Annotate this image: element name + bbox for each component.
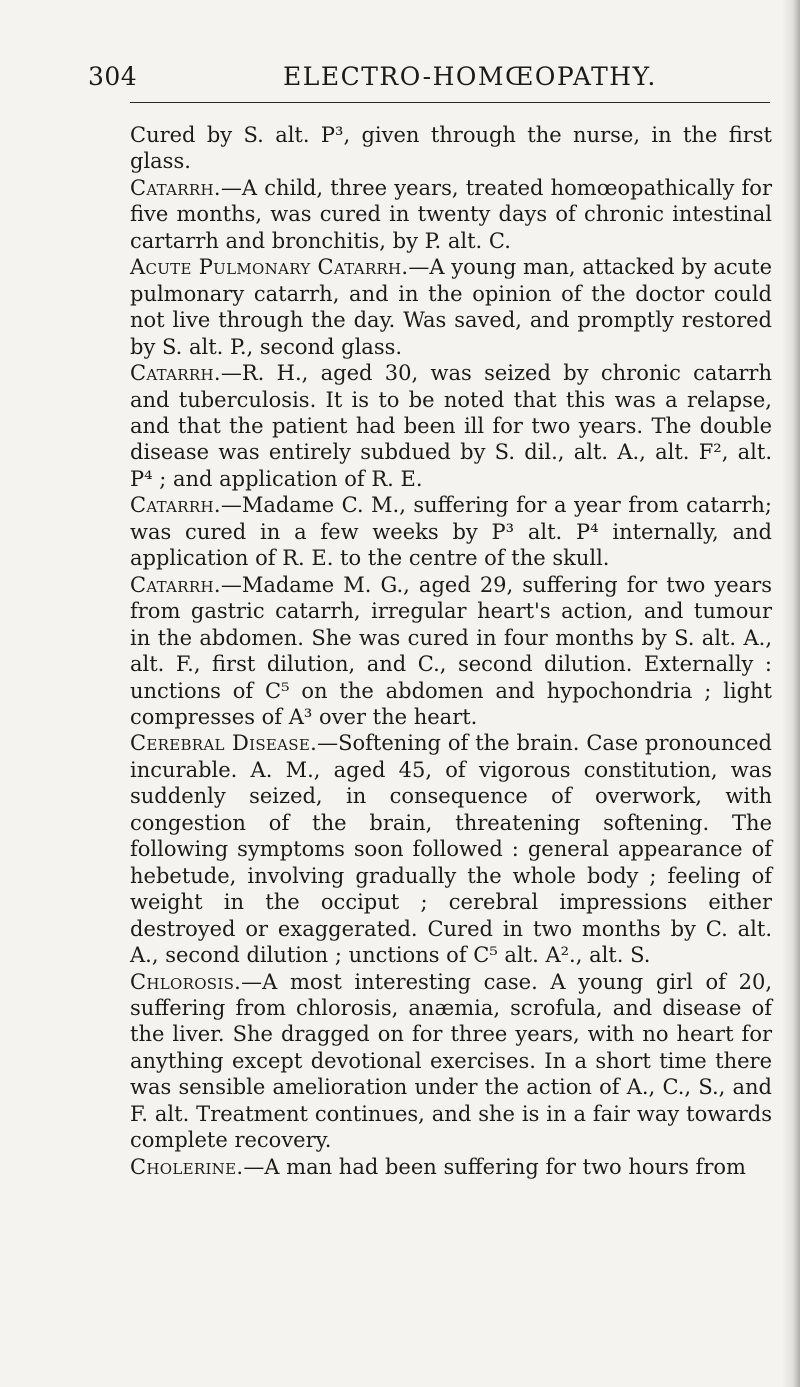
page-number: 304 xyxy=(88,62,138,91)
paragraph-text: —A most interesting case. A young girl of 20, suffering from chlorosis, anæmia, scrofula, and disease of the liver. She dragged on for three years, with no heart for anything except devotional exercises. In a short time there was sensible amelioration under the action of A., C., S., and F. alt. Treatment continues, and she is in a fair way towards complete recovery. xyxy=(130,969,772,1153)
paragraph xyxy=(130,572,772,731)
paragraph xyxy=(130,254,772,360)
paragraph-text: —Madame C. M., suffering for a year from catarrh; was cured in a few weeks by P³ alt. P⁴ internally, and application of R. E. to the centre of the skull. xyxy=(130,493,772,571)
case-heading: Catarrh. xyxy=(130,493,221,518)
paragraph xyxy=(130,730,772,968)
paragraph xyxy=(130,175,772,254)
case-heading: Catarrh. xyxy=(130,572,221,597)
header-rule xyxy=(130,102,770,103)
case-heading: Catarrh. xyxy=(130,175,221,200)
page-edge-shadow xyxy=(782,0,800,1387)
running-title: ELECTRO-HOMŒOPATHY. xyxy=(283,62,657,91)
paragraph xyxy=(130,1154,772,1180)
case-heading: Cerebral Disease. xyxy=(130,731,318,756)
paragraph xyxy=(130,492,772,571)
paragraph-text: —Softening of the brain. Case pronounced incurable. A. M., aged 45, of vigorous constitution, was suddenly seized, in consequence of overwork, with congestion of the brain, threatening softening. The following symptoms soon followed : general appearance of hebetude, involving gradually the whole body ; feeling of weight in the occiput ; cerebral impressions either destroyed or exaggerated. Cured in two months by C. alt. A., second dilution ; unctions of C⁵ alt. A²., alt. S. xyxy=(130,731,773,968)
paragraph xyxy=(130,122,772,175)
case-heading: Catarrh. xyxy=(130,361,221,386)
paragraph xyxy=(130,969,772,1154)
case-heading: Acute Pulmonary Catarrh. xyxy=(130,255,409,280)
paragraph-text: —R. H., aged 30, was seized by chronic catarrh and tuberculosis. It is to be noted that this was a relapse, and that the patient had been ill for two years. The double disease was entirely subdued by S. dil., alt. A., alt. F², alt. P⁴ ; and application of R. E. xyxy=(130,361,772,491)
case-heading: Cholerine. xyxy=(130,1154,244,1179)
paragraph-text: —A man had been suffering for two hours from xyxy=(243,1154,746,1179)
page-header xyxy=(88,62,778,98)
paragraph-text: —Madame M. G., aged 29, suffering for two years from gastric catarrh, irregular heart's action, and tumour in the abdomen. She was cured in four months by S. alt. A., alt. F., first dilution, and C., second dilution. Externally : unctions of C⁵ on the abdomen and hypochondria ; light compresses of A³ over the heart. xyxy=(130,572,772,729)
paragraph xyxy=(130,360,772,492)
body-text xyxy=(130,122,772,1180)
paragraph-text: —A young man, attacked by acute pulmonary catarrh, and in the opinion of the doctor could not live through the day. Was saved, and promptly restored by S. alt. P., second glass. xyxy=(130,255,772,359)
case-heading: Chlorosis. xyxy=(130,969,242,994)
paragraph-text: Cured by S. alt. P³, given through the nurse, in the first glass. xyxy=(130,123,772,174)
paragraph-text: —A child, three years, treated homœopathically for five months, was cured in twenty days of chronic intestinal cartarrh and bronchitis, by P. alt. C. xyxy=(130,175,772,253)
